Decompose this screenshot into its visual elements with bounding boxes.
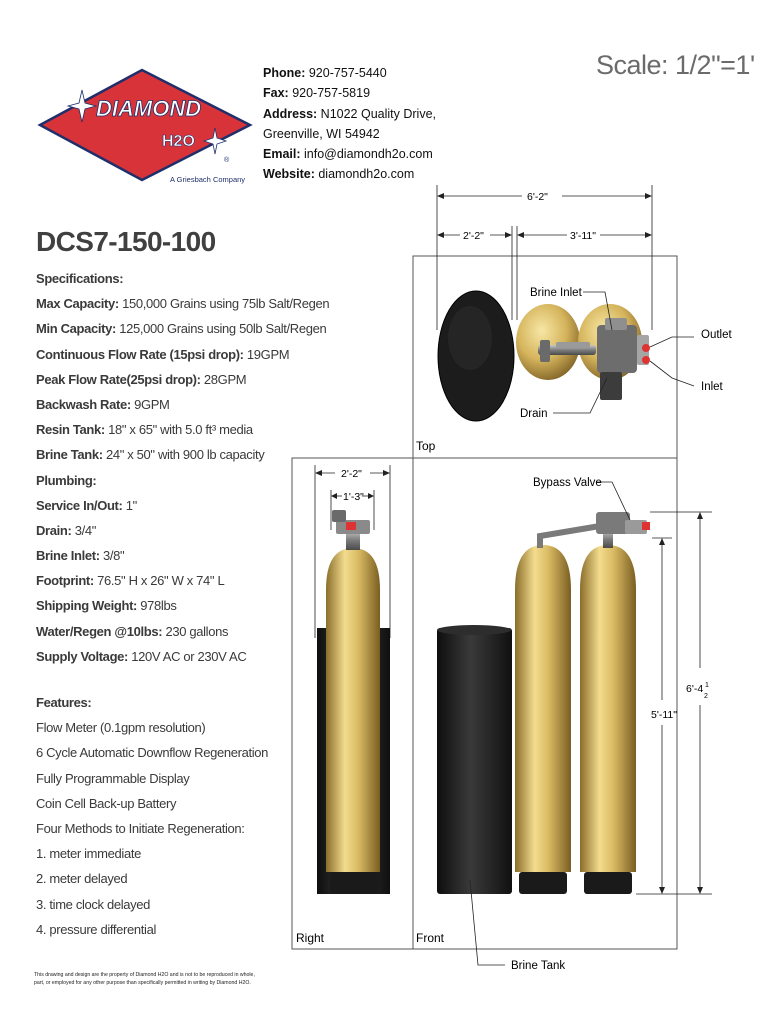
spec-brine-tank: Brine Tank: 24" x 50" with 900 lb capacity [36, 447, 265, 463]
top-view-label: Top [416, 439, 436, 453]
dim-total-height-frac-num: 1 [705, 682, 709, 689]
spec-heading: Specifications: [36, 271, 124, 286]
contact-phone: Phone: 920-757-5440 [263, 66, 387, 80]
front-view-label: Front [416, 931, 445, 945]
spec-drain: Drain: 3/4" [36, 522, 97, 538]
spec-min-capacity: Min Capacity: 125,000 Grains using 50lb Salt/Regen [36, 321, 327, 337]
logo-tagline: A Griesbach Company [170, 175, 246, 184]
dim-tank-height: 5'-11" [651, 709, 677, 721]
spec-backwash-rate: Backwash Rate: 9GPM [36, 396, 170, 412]
feature-item: 4. pressure differential [36, 921, 156, 937]
front-dim-arrowheads [659, 512, 703, 894]
contact-address-line2: Greenville, WI 54942 [263, 126, 380, 141]
scale-label: Scale: 1/2"=1' [596, 50, 755, 80]
front-resin-tank-2 [580, 545, 636, 872]
callout-inlet: Inlet [701, 381, 723, 393]
right-tank-base [330, 872, 378, 894]
features-heading: Features: [36, 695, 92, 710]
spec-resin-tank: Resin Tank: 18" x 65" with 5.0 ft³ media [36, 422, 253, 438]
callout-drain: Drain [520, 408, 548, 420]
feature-item: 3. time clock delayed [36, 896, 151, 912]
front-tank-2-base [584, 872, 632, 894]
callout-outlet: Outlet [701, 329, 732, 341]
spec-footprint: Footprint: 76.5" H x 26" W x 74" L [36, 573, 225, 589]
contact-fax: Fax: 920-757-5819 [263, 86, 371, 101]
dim-overall-width: 6'-2" [527, 191, 548, 203]
dim-right-width: 2'-2" [341, 468, 362, 480]
logo-registered-mark: ® [224, 157, 230, 164]
spec-service-in-out: Service In/Out: 1" [36, 497, 137, 513]
spec-continuous-flow: Continuous Flow Rate (15psi drop): 19GPM [36, 346, 290, 362]
callout-bypass-valve: Bypass Valve [533, 477, 602, 489]
dim-total-height: 6'-4 [686, 683, 704, 695]
front-brine-tank [437, 628, 512, 894]
spec-peak-flow: Peak Flow Rate(25psi drop): 28GPM [36, 371, 247, 387]
logo-name-line2: H2O [162, 133, 195, 150]
spec-shipping-weight: Shipping Weight: 978lbs [36, 598, 177, 614]
dim-right-inner: 1'-3" [343, 491, 364, 503]
feature-item: 6 Cycle Automatic Downflow Regeneration [36, 745, 269, 761]
right-valve [332, 510, 370, 550]
dim-total-height-frac-den: 2 [704, 693, 708, 700]
callout-brine-inlet: Brine Inlet [530, 287, 582, 299]
feature-item: Fully Programmable Display [36, 770, 190, 786]
front-brine-tank-lid [437, 625, 511, 635]
brine-tank-top-highlight [448, 306, 492, 370]
contact-email: Email: info@diamondh2o.com [263, 147, 433, 162]
front-resin-tank-1 [515, 545, 571, 872]
right-view-label: Right [296, 931, 325, 945]
dim-tanks-width: 3'-11" [570, 230, 596, 242]
spec-water-regen: Water/Regen @10lbs: 230 gallons [36, 623, 229, 639]
right-resin-tank [326, 548, 380, 872]
spec-max-capacity: Max Capacity: 150,000 Grains using 75lb Salt/Regen [36, 296, 330, 312]
spec-supply-voltage: Supply Voltage: 120V AC or 230V AC [36, 648, 247, 664]
contact-website: Website: diamondh2o.com [263, 167, 415, 182]
front-valve-assembly [540, 512, 650, 548]
model-title: DCS7-150-100 [36, 226, 216, 257]
feature-item: 1. meter immediate [36, 846, 141, 862]
logo-name-line1: DIAMOND [96, 96, 202, 121]
feature-item: Flow Meter (0.1gpm resolution) [36, 720, 206, 736]
disclaimer-text: This drawing and design are the property of Diamond H2O and is not to be reproduced in whole, part, or employed for any other purpose than specifically permitted in writing by Diamond H2O. [34, 972, 255, 986]
front-dimensions [636, 512, 712, 894]
feature-item: Four Methods to Initiate Regeneration: [36, 820, 245, 836]
callout-brine-tank: Brine Tank [511, 960, 566, 972]
spec-brine-inlet: Brine Inlet: 3/8" [36, 548, 125, 564]
feature-item: 2. meter delayed [36, 871, 128, 887]
contact-address: Address: N1022 Quality Drive, [263, 106, 436, 121]
feature-item: Coin Cell Back-up Battery [36, 795, 177, 811]
spec-plumbing-heading: Plumbing: [36, 472, 97, 488]
dim-brine-width: 2'-2" [463, 230, 484, 242]
front-tank-1-base [519, 872, 567, 894]
